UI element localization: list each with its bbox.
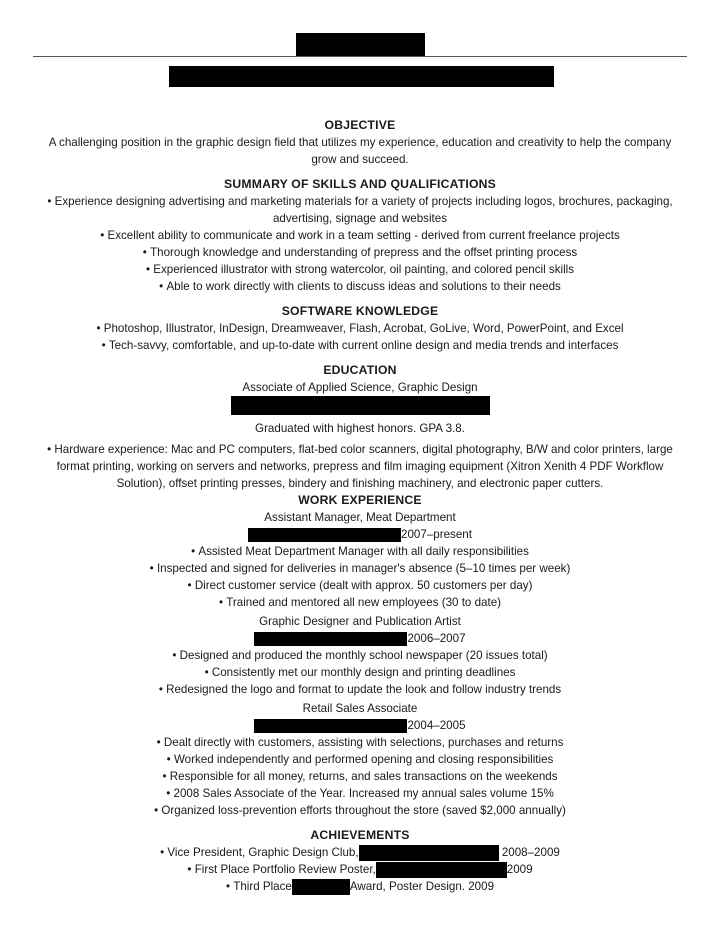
list-item: • 2008 Sales Associate of the Year. Increased my annual sales volume 15% [40,785,680,802]
achievements-section [40,827,680,895]
redacted-name-block [296,33,425,57]
job-entry [40,613,680,698]
list-item: • Redesigned the logo and format to update the look and follow industry trends [40,681,680,698]
education-list [40,441,680,492]
skills-section [40,176,680,295]
redacted-school-block [40,396,680,416]
achievement-text: Third Place [233,880,292,893]
education-section [40,362,680,492]
achievement-date: 2008–2009 [498,846,560,859]
job-duties [40,647,680,698]
list-item: • Consistently met our monthly design and printing deadlines [40,664,680,681]
achievements-list [40,844,680,895]
job-entry [40,509,680,611]
job-entry [40,700,680,819]
software-heading: SOFTWARE KNOWLEDGE [281,304,439,318]
work-heading: WORK EXPERIENCE [298,493,422,507]
list-item: • Worked independently and performed opening and closing responsibilities [40,751,680,768]
achievements-heading: ACHIEVEMENTS [310,828,410,842]
list-item: • Tech-savvy, comfortable, and up-to-date with current online design and media trends and interfaces [40,337,680,354]
objective-section [40,117,680,168]
education-degree: Associate of Applied Science, Graphic Design [242,381,478,394]
job-duties [40,734,680,819]
list-item: • Direct customer service (dealt with approx. 50 customers per day) [40,577,680,594]
education-heading: EDUCATION [323,363,397,377]
list-item [40,844,680,861]
achievement-text: First Place Portfolio Review Poster, [194,863,376,876]
list-item [40,861,680,878]
job-title: Retail Sales Associate [302,702,418,715]
job-dates-line [40,630,680,647]
job-dates-line [40,526,680,543]
list-item: • Trained and mentored all new employees (30 to date) [40,594,680,611]
skills-heading: SUMMARY OF SKILLS AND QUALIFICATIONS [224,177,496,191]
list-item: • Excellent ability to communicate and work in a team setting - derived from current freelance projects [40,227,680,244]
list-item: • Experienced illustrator with strong watercolor, oil painting, and colored pencil skills [40,261,680,278]
redacted-contact-block [169,66,554,87]
list-item: • Responsible for all money, returns, and sales transactions on the weekends [40,768,680,785]
resume-content [40,117,680,895]
software-section [40,303,680,354]
software-list [40,320,680,354]
list-item: • Photoshop, Illustrator, InDesign, Dreamweaver, Flash, Acrobat, GoLive, Word, PowerPoint, and Excel [40,320,680,337]
job-title: Graphic Designer and Publication Artist [259,615,461,628]
job-duties [40,543,680,611]
skills-list [40,193,680,295]
list-item: • Hardware experience: Mac and PC computers, flat-bed color scanners, digital photography, B/W and color printers, large format printing, working on servers and networks, prepress and film imaging equipment (Xitron Xenith 4 PDF Workflow Solution), offset printing presses, bindery and finishing machinery, and electronic paper cutters. [40,441,680,492]
achievement-text: Award, Poster Design. 2009 [349,880,495,893]
list-item: • Experience designing advertising and marketing materials for a variety of projects including logos, brochures, packaging, advertising, signage and websites [40,193,680,227]
education-honors: Graduated with highest honors. GPA 3.8. [255,422,465,435]
list-item: • Dealt directly with customers, assisting with selections, purchases and returns [40,734,680,751]
list-item: • Organized loss-prevention efforts throughout the store (saved $2,000 annually) [40,802,680,819]
achievement-text: Vice President, Graphic Design Club, [167,846,359,859]
header-divider [33,56,687,57]
list-item: • Inspected and signed for deliveries in manager's absence (5–10 times per week) [40,560,680,577]
list-item [40,878,680,895]
job-dates: 2004–2005 [407,719,466,732]
work-section [40,492,680,819]
list-item: • Designed and produced the monthly school newspaper (20 issues total) [40,647,680,664]
objective-text: A challenging position in the graphic design field that utilizes my experience, education and creativity to help the company grow and succeed. [48,136,672,166]
achievement-date: 2009 [506,863,533,876]
job-dates-line [40,717,680,734]
job-dates: 2007–present [401,528,472,541]
job-dates: 2006–2007 [407,632,466,645]
objective-heading: OBJECTIVE [324,118,396,132]
list-item: • Able to work directly with clients to discuss ideas and solutions to their needs [40,278,680,295]
list-item: • Thorough knowledge and understanding of prepress and the offset printing process [40,244,680,261]
job-title: Assistant Manager, Meat Department [264,511,456,524]
list-item: • Assisted Meat Department Manager with all daily responsibilities [40,543,680,560]
